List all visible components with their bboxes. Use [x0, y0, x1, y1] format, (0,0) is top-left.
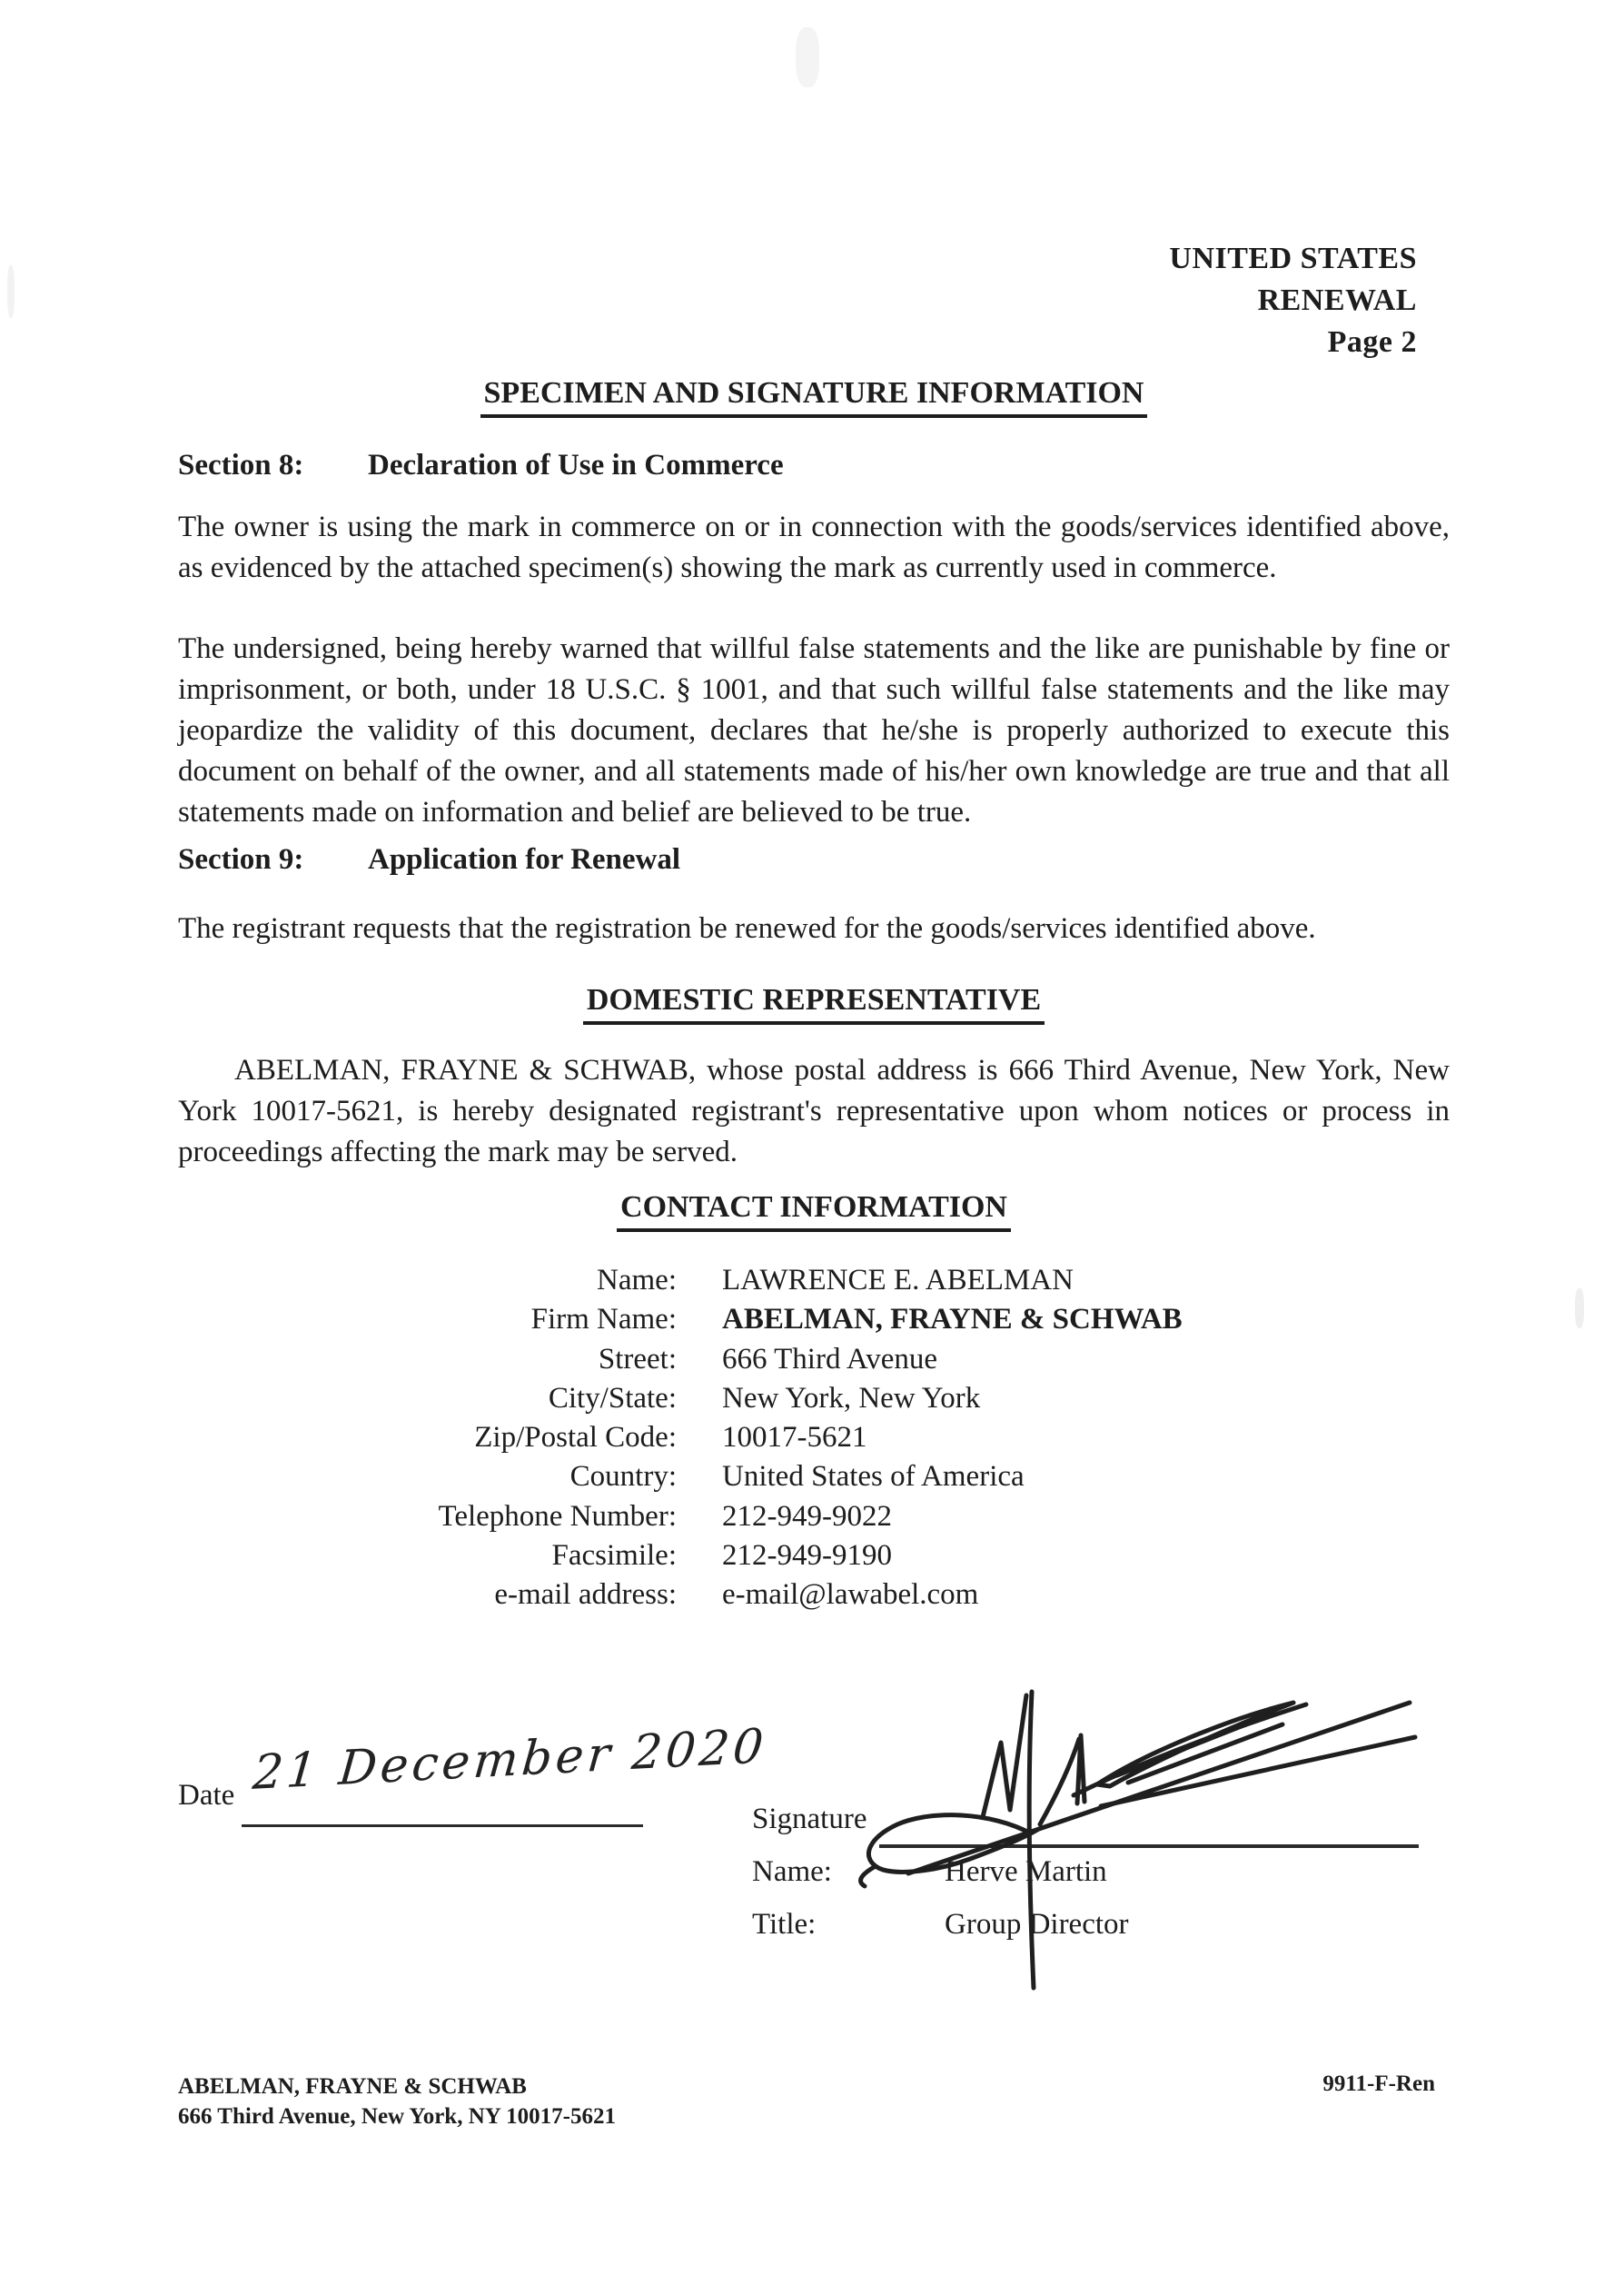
signer-name-label: Name: [752, 1855, 832, 1888]
scan-artifact [796, 27, 819, 87]
section-9-heading-row [178, 843, 1450, 877]
section-8-paragraph-1: The owner is using the mark in commerce on or in connection with the goods/services identified above, as evidenced by the attached specimen(s) showing the mark as currently used in commerce. [178, 511, 1450, 584]
signer-name-value: Herve Martin [945, 1855, 1107, 1888]
signer-title-label: Title: [752, 1908, 817, 1941]
page-title [178, 376, 1450, 418]
date-underline [242, 1824, 643, 1827]
signer-title-value: Group Director [945, 1908, 1129, 1941]
contact-information-heading [178, 1190, 1450, 1232]
section-8-paragraph-2: The undersigned, being hereby warned that willful false statements and the like are punishable by fine or imprisonment, or both, under 18 U.S.C. § 1001, and that such willful false statements and the like may jeopardize the validity of this document, declares that he/she is properly authorized to execute this document on behalf of the owner, and all statements made of his/her own knowledge are true and that all statements made on information and belief are believed to be true. [178, 632, 1450, 829]
domestic-representative-heading [178, 983, 1450, 1025]
domestic-representative-heading-text: DOMESTIC REPRESENTATIVE [583, 983, 1045, 1025]
contact-value: LAWRENCE E. ABELMAN [722, 1264, 1074, 1297]
contact-value: 212-949-9190 [722, 1539, 892, 1573]
signature-label: Signature [752, 1803, 867, 1835]
contact-value: 10017-5621 [722, 1421, 867, 1455]
contact-value: United States of America [722, 1460, 1025, 1494]
contact-label: Firm Name: [530, 1303, 677, 1336]
scan-artifact [7, 265, 15, 318]
header-country: UNITED STATES [1169, 242, 1417, 275]
signature-line [879, 1844, 1419, 1848]
contact-value: New York, New York [722, 1381, 981, 1415]
contact-label: Facsimile: [551, 1539, 677, 1573]
contact-label: e-mail address: [494, 1578, 677, 1612]
contact-label: Street: [598, 1342, 677, 1376]
page-title-text: SPECIMEN AND SIGNATURE INFORMATION [480, 376, 1148, 418]
domestic-representative-paragraph: ABELMAN, FRAYNE & SCHWAB, whose postal address is 666 Third Avenue, New York, New York 10017-5621, is hereby designated registrant's representative upon whom notices or process in proceedings affecting the mark may be served. [178, 1054, 1450, 1168]
header-page-number: Page 2 [1327, 325, 1417, 359]
scan-artifact [1575, 1288, 1584, 1328]
footer-firm-block [178, 2071, 616, 2131]
contact-label: Telephone Number: [438, 1499, 677, 1533]
handwritten-date: 21 December 2020 [251, 1719, 769, 1801]
section-8-heading: Declaration of Use in Commerce [368, 449, 784, 482]
contact-value: e-mail@lawabel.com [722, 1578, 979, 1612]
section-8-heading-row [178, 449, 1450, 482]
document-header [1169, 238, 1417, 363]
section-9-paragraph: The registrant requests that the registration be renewed for the goods/services identified above. [178, 912, 1316, 945]
contact-label: Name: [597, 1264, 677, 1297]
footer-firm-name: ABELMAN, FRAYNE & SCHWAB [178, 2074, 527, 2099]
contact-value: 212-949-9022 [722, 1499, 892, 1533]
footer-form-code: 9911-F-Ren [1322, 2071, 1435, 2096]
date-label: Date [178, 1779, 235, 1812]
contact-information-heading-text: CONTACT INFORMATION [617, 1190, 1011, 1232]
section-8-label: Section 8: [178, 449, 304, 482]
section-9-label: Section 9: [178, 843, 304, 876]
contact-value: ABELMAN, FRAYNE & SCHWAB [722, 1303, 1183, 1336]
signature-scribble [845, 1668, 1444, 1995]
contact-information-table [178, 1261, 1412, 1615]
section-9-heading: Application for Renewal [368, 843, 681, 876]
contact-label: Country: [569, 1460, 677, 1494]
contact-label: Zip/Postal Code: [474, 1421, 677, 1455]
footer-firm-address: 666 Third Avenue, New York, NY 10017-5621 [178, 2104, 616, 2129]
contact-label: City/State: [548, 1381, 677, 1415]
header-doc-type: RENEWAL [1257, 283, 1417, 317]
contact-value: 666 Third Avenue [722, 1342, 938, 1376]
